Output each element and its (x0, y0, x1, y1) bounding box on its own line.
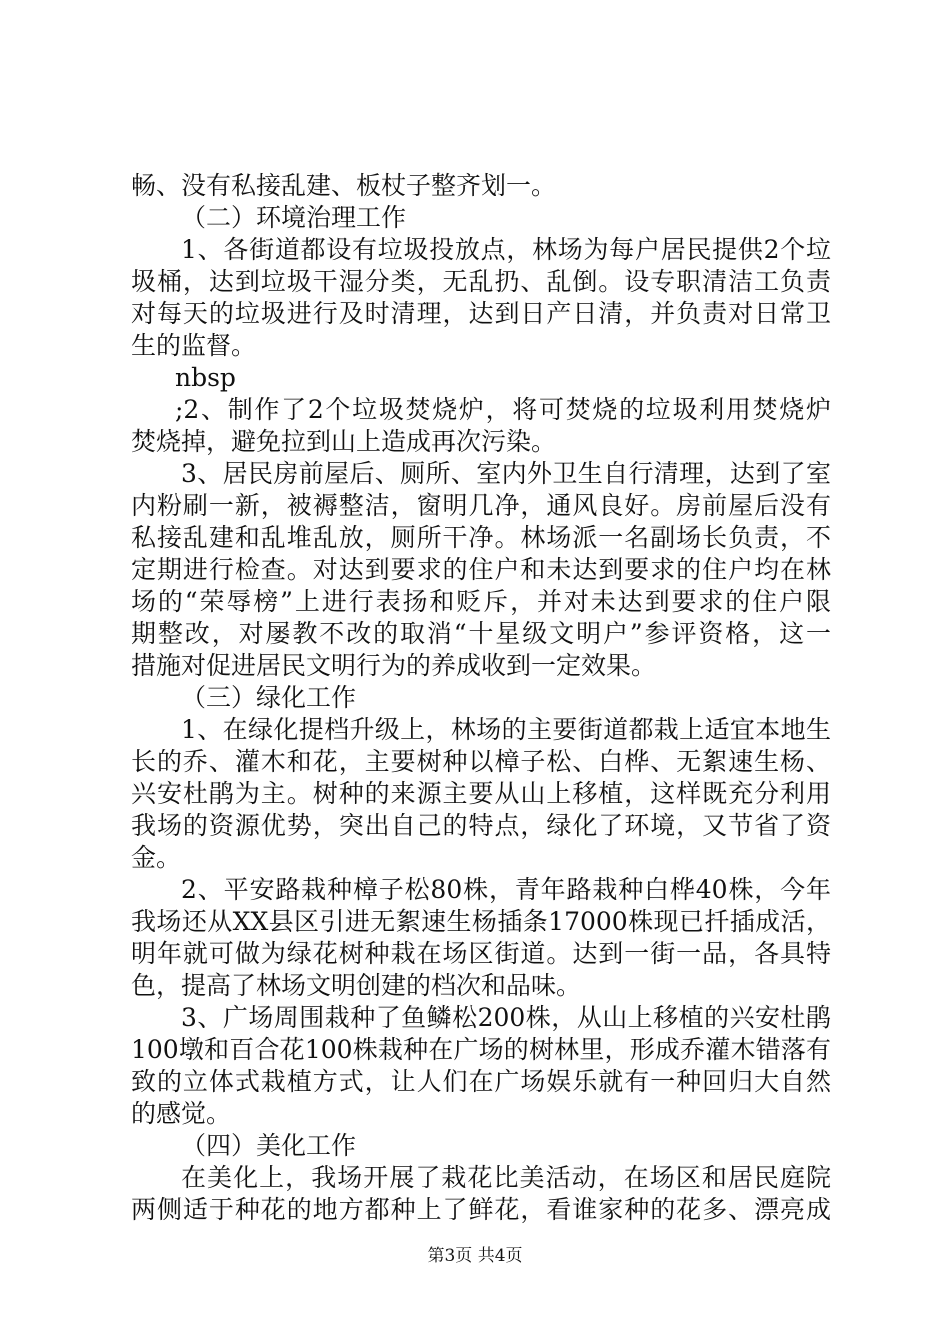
paragraph-line: 期整改，对屡教不改的取消“十星级文明户”参评资格，这一 (131, 619, 831, 648)
paragraph-line: 定期进行检查。对达到要求的住户和未达到要求的住户均在林 (131, 555, 831, 584)
paragraph-line: 我场的资源优势，突出自己的特点，绿化了环境，又节省了资 (131, 811, 831, 840)
paragraph-line: 措施对促进居民文明行为的养成收到一定效果。 (131, 651, 657, 680)
paragraph-line: 长的乔、灌木和花，主要树种以樟子松、白桦、无絮速生杨、 (131, 747, 831, 776)
paragraph-line: 1、在绿化提档升级上，林场的主要街道都栽上适宜本地生 (181, 715, 831, 744)
paragraph-line: 私接乱建和乱堆乱放，厕所干净。林场派一名副场长负责，不 (131, 523, 831, 552)
paragraph-line: 明年就可做为绿花树种栽在场区街道。达到一街一品，各具特 (131, 939, 831, 968)
paragraph-line: 致的立体式栽植方式，让人们在广场娱乐就有一种回归大自然 (131, 1067, 831, 1096)
paragraph-line: （二）环境治理工作 (181, 203, 407, 232)
paragraph-line: 的感觉。 (131, 1099, 232, 1128)
paragraph-line: 3、居民房前屋后、厕所、室内外卫生自行清理，达到了室 (181, 459, 831, 488)
paragraph-line: 场的“荣辱榜”上进行表扬和贬斥，并对未达到要求的住户限 (131, 587, 831, 616)
paragraph-line: 我场还从XX县区引进无絮速生杨插条17000株现已扦插成活， (131, 907, 831, 936)
paragraph-line: 对每天的垃圾进行及时清理，达到日产日清，并负责对日常卫 (131, 299, 831, 328)
paragraph-line: 在美化上，我场开展了栽花比美活动，在场区和居民庭院 (181, 1163, 831, 1192)
paragraph-line: 兴安杜鹃为主。树种的来源主要从山上移植，这样既充分利用 (131, 779, 831, 808)
paragraph-line: （三）绿化工作 (181, 683, 357, 712)
paragraph-line: 色，提高了林场文明创建的档次和品味。 (131, 971, 582, 1000)
paragraph-line: 两侧适于种花的地方都种上了鲜花，看谁家种的花多、漂亮成 (131, 1195, 831, 1224)
paragraph-line: 2、平安路栽种樟子松80株，青年路栽种白桦40株，今年 (181, 875, 831, 904)
paragraph-line: 焚烧掉，避免拉到山上造成再次污染。 (131, 427, 557, 456)
paragraph-line: 金。 (131, 843, 182, 872)
document-body (131, 170, 831, 1226)
paragraph-line: 圾桶，达到垃圾干湿分类，无乱扔、乱倒。设专职清洁工负责 (131, 267, 831, 296)
page-footer: 第3页 共4页 (427, 1246, 523, 1266)
paragraph-line: 100墩和百合花100株栽种在广场的树林里，形成乔灌木错落有 (131, 1035, 831, 1064)
paragraph-line: 生的监督。 (131, 331, 257, 360)
paragraph-line: nbsp (175, 363, 236, 392)
paragraph-line: 1、各街道都设有垃圾投放点，林场为每户居民提供2个垃 (181, 235, 831, 264)
paragraph-line: （四）美化工作 (181, 1131, 357, 1160)
paragraph-line: 内粉刷一新，被褥整洁，窗明几净，通风良好。房前屋后没有 (131, 491, 831, 520)
paragraph-line: 3、广场周围栽种了鱼鳞松200株，从山上移植的兴安杜鹃 (181, 1003, 831, 1032)
paragraph-line: 畅、没有私接乱建、板杖子整齐划一。 (131, 171, 557, 200)
paragraph-line: ;2、制作了2个垃圾焚烧炉，将可焚烧的垃圾利用焚烧炉 (175, 395, 831, 424)
